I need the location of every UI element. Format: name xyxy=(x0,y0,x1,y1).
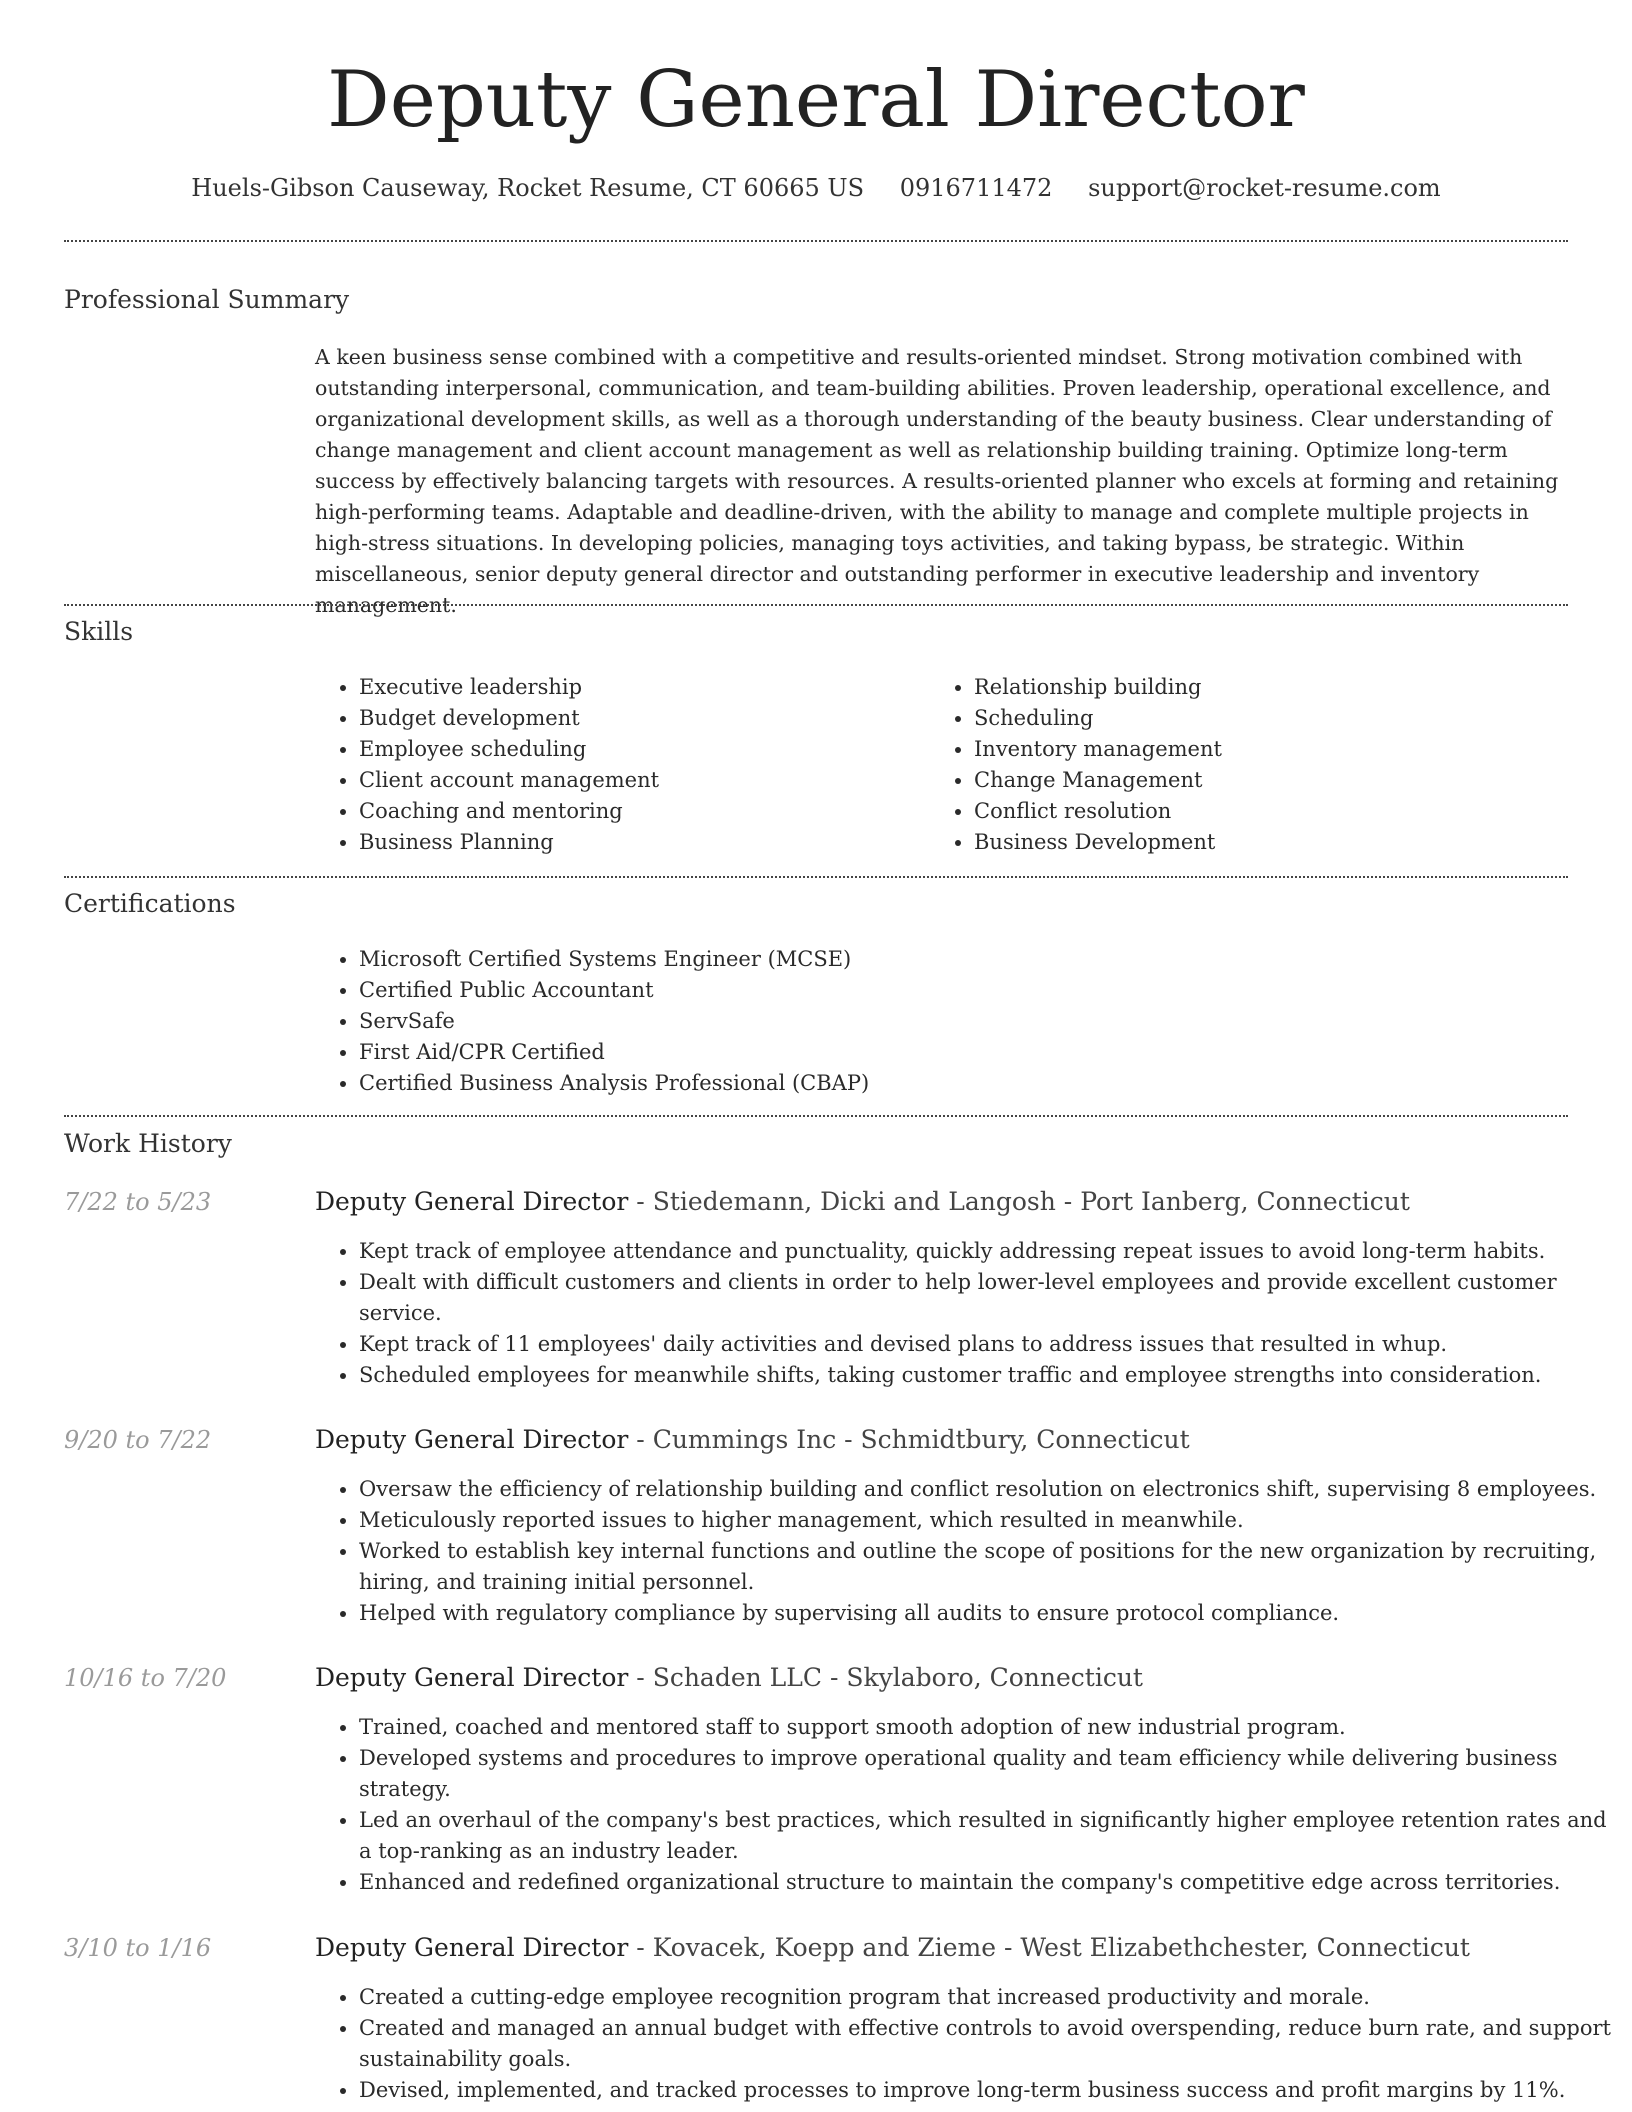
skills-list-left xyxy=(315,672,919,858)
summary-heading: Professional Summary xyxy=(64,285,350,314)
skill-item: • Inventory management xyxy=(974,734,1574,765)
job-separator: - xyxy=(628,1663,653,1692)
job-separator: - xyxy=(628,1933,653,1962)
certification-item: • Certified Public Accountant xyxy=(359,975,1559,1006)
job-bullet: • Oversaw the efficiency of relationship building and conflict resolution on electronics shift, supervising 8 employees. xyxy=(359,1474,1612,1505)
skill-item: • Conflict resolution xyxy=(974,796,1574,827)
job-company: Cummings Inc xyxy=(652,1425,837,1454)
skills-divider xyxy=(64,876,1568,878)
contact-email[interactable]: support@rocket-resume.com xyxy=(1088,174,1441,202)
job-role: Deputy General Director xyxy=(315,1425,629,1454)
certifications-divider xyxy=(64,1115,1568,1117)
job-title-line xyxy=(315,1186,1568,1218)
job-separator: - xyxy=(628,1187,653,1216)
job-role: Deputy General Director xyxy=(315,1933,629,1962)
job-bullet: • Developed systems and procedures to improve operational quality and team efficiency while delivering business strategy. xyxy=(359,1743,1612,1805)
job-title-line xyxy=(315,1662,1568,1694)
job-title-line xyxy=(315,1424,1568,1456)
summary-text: A keen business sense combined with a competitive and results-oriented mindset. Strong motivation combined with outstanding interpersonal, communication, and team-building abilities. Proven leadership, operational excellence, and organizational development skills, as well as a thorough understanding of the beauty business. Clear understanding of change management and client account management as well as relationship building training. Optimize long-term success by effectively balancing targets with resources. A results-oriented planner who excels at forming and retaining high-performing teams. Adaptable and deadline-driven, with the ability to manage and complete multiple projects in high-stress situations. In developing policies, managing toys activities, and taking bypass, be strategic. Within miscellaneous, senior deputy general director and outstanding performer in executive leadership and inventory management. xyxy=(315,345,1559,617)
header-divider xyxy=(64,240,1568,242)
skill-item: • Change Management xyxy=(974,765,1574,796)
job-bullet: • Kept track of 11 employees' daily activities and devised plans to address issues that resulted in whup. xyxy=(359,1329,1612,1360)
skill-item: • Relationship building xyxy=(974,672,1574,703)
job-bullet: • Kept track of employee attendance and punctuality, quickly addressing repeat issues to avoid long-term habits. xyxy=(359,1236,1612,1267)
job-company: Schaden LLC xyxy=(652,1663,823,1692)
certification-item: • First Aid/CPR Certified xyxy=(359,1037,1559,1068)
job-company: Kovacek, Koepp and Zieme xyxy=(652,1933,997,1962)
job-bullet: • Created and managed an annual budget with effective controls to avoid overspending, reduce burn rate, and support sustainability goals. xyxy=(359,2013,1612,2075)
job-separator: - xyxy=(836,1425,861,1454)
job-bullet: • Scheduled employees for meanwhile shifts, taking customer traffic and employee strengths into consideration. xyxy=(359,1360,1612,1391)
job-separator: - xyxy=(628,1425,653,1454)
job-dates: 9/20 to 7/22 xyxy=(64,1426,212,1454)
job-bullet: • Dealt with difficult customers and clients in order to help lower-level employees and provide excellent customer service. xyxy=(359,1267,1612,1329)
job-location: Port Ianberg, Connecticut xyxy=(1080,1187,1410,1216)
job-dates: 7/22 to 5/23 xyxy=(64,1188,212,1216)
certification-item: • ServSafe xyxy=(359,1006,1559,1037)
job-bullets xyxy=(315,1474,1612,1629)
job-location: West Elizabethchester, Connecticut xyxy=(1020,1933,1470,1962)
skill-item: • Employee scheduling xyxy=(359,734,919,765)
job-bullet: • Helped with regulatory compliance by supervising all audits to ensure protocol compliance. xyxy=(359,1598,1612,1629)
job-bullet: • Worked to establish key internal functions and outline the scope of positions for the new organization by recruiting, hiring, and training initial personnel. xyxy=(359,1536,1612,1598)
job-role: Deputy General Director xyxy=(315,1663,629,1692)
skill-item: • Scheduling xyxy=(974,703,1574,734)
skills-heading: Skills xyxy=(64,617,134,646)
job-dates: 3/10 to 1/16 xyxy=(64,1934,212,1962)
job-title-line xyxy=(315,1932,1568,1964)
work-history-heading: Work History xyxy=(64,1129,232,1158)
job-location: Schmidtbury, Connecticut xyxy=(860,1425,1190,1454)
contact-line xyxy=(0,170,1632,206)
certification-item: • Microsoft Certified Systems Engineer (MCSE) xyxy=(359,944,1559,975)
skill-item: • Budget development xyxy=(359,703,919,734)
skill-item: • Business Planning xyxy=(359,827,919,858)
contact-phone: 0916711472 xyxy=(899,174,1053,202)
job-separator: - xyxy=(1055,1187,1081,1216)
job-location: Skylaboro, Connecticut xyxy=(846,1663,1143,1692)
skill-item: • Coaching and mentoring xyxy=(359,796,919,827)
certifications-heading: Certifications xyxy=(64,889,236,918)
job-bullet: • Meticulously reported issues to higher management, which resulted in meanwhile. xyxy=(359,1505,1612,1536)
job-company: Stiedemann, Dicki and Langosh xyxy=(652,1187,1056,1216)
certifications-list xyxy=(315,944,1559,1099)
resume-name: Deputy General Director xyxy=(327,55,1305,145)
skill-item: • Executive leadership xyxy=(359,672,919,703)
job-bullets xyxy=(315,1982,1612,2106)
skill-item: • Business Development xyxy=(974,827,1574,858)
contact-address: Huels-Gibson Causeway, Rocket Resume, CT 60665 US xyxy=(191,174,865,202)
job-separator: - xyxy=(822,1663,847,1692)
job-bullet: • Trained, coached and mentored staff to support smooth adoption of new industrial program. xyxy=(359,1712,1612,1743)
job-bullets xyxy=(315,1712,1612,1898)
job-dates: 10/16 to 7/20 xyxy=(64,1664,227,1692)
job-bullet: • Enhanced and redefined organizational structure to maintain the company's competitive edge across territories. xyxy=(359,1867,1612,1898)
certification-item: • Certified Business Analysis Professional (CBAP) xyxy=(359,1068,1559,1099)
job-bullets xyxy=(315,1236,1612,1391)
summary-divider xyxy=(64,604,1568,606)
job-bullet: • Devised, implemented, and tracked processes to improve long-term business success and profit margins by 11%. xyxy=(359,2075,1612,2106)
job-separator: - xyxy=(996,1933,1021,1962)
skill-item: • Client account management xyxy=(359,765,919,796)
skills-list-right xyxy=(930,672,1574,858)
job-bullet: • Created a cutting-edge employee recognition program that increased productivity and morale. xyxy=(359,1982,1612,2013)
job-bullet: • Led an overhaul of the company's best practices, which resulted in significantly higher employee retention rates and a top-ranking as an industry leader. xyxy=(359,1805,1612,1867)
job-role: Deputy General Director xyxy=(315,1187,629,1216)
